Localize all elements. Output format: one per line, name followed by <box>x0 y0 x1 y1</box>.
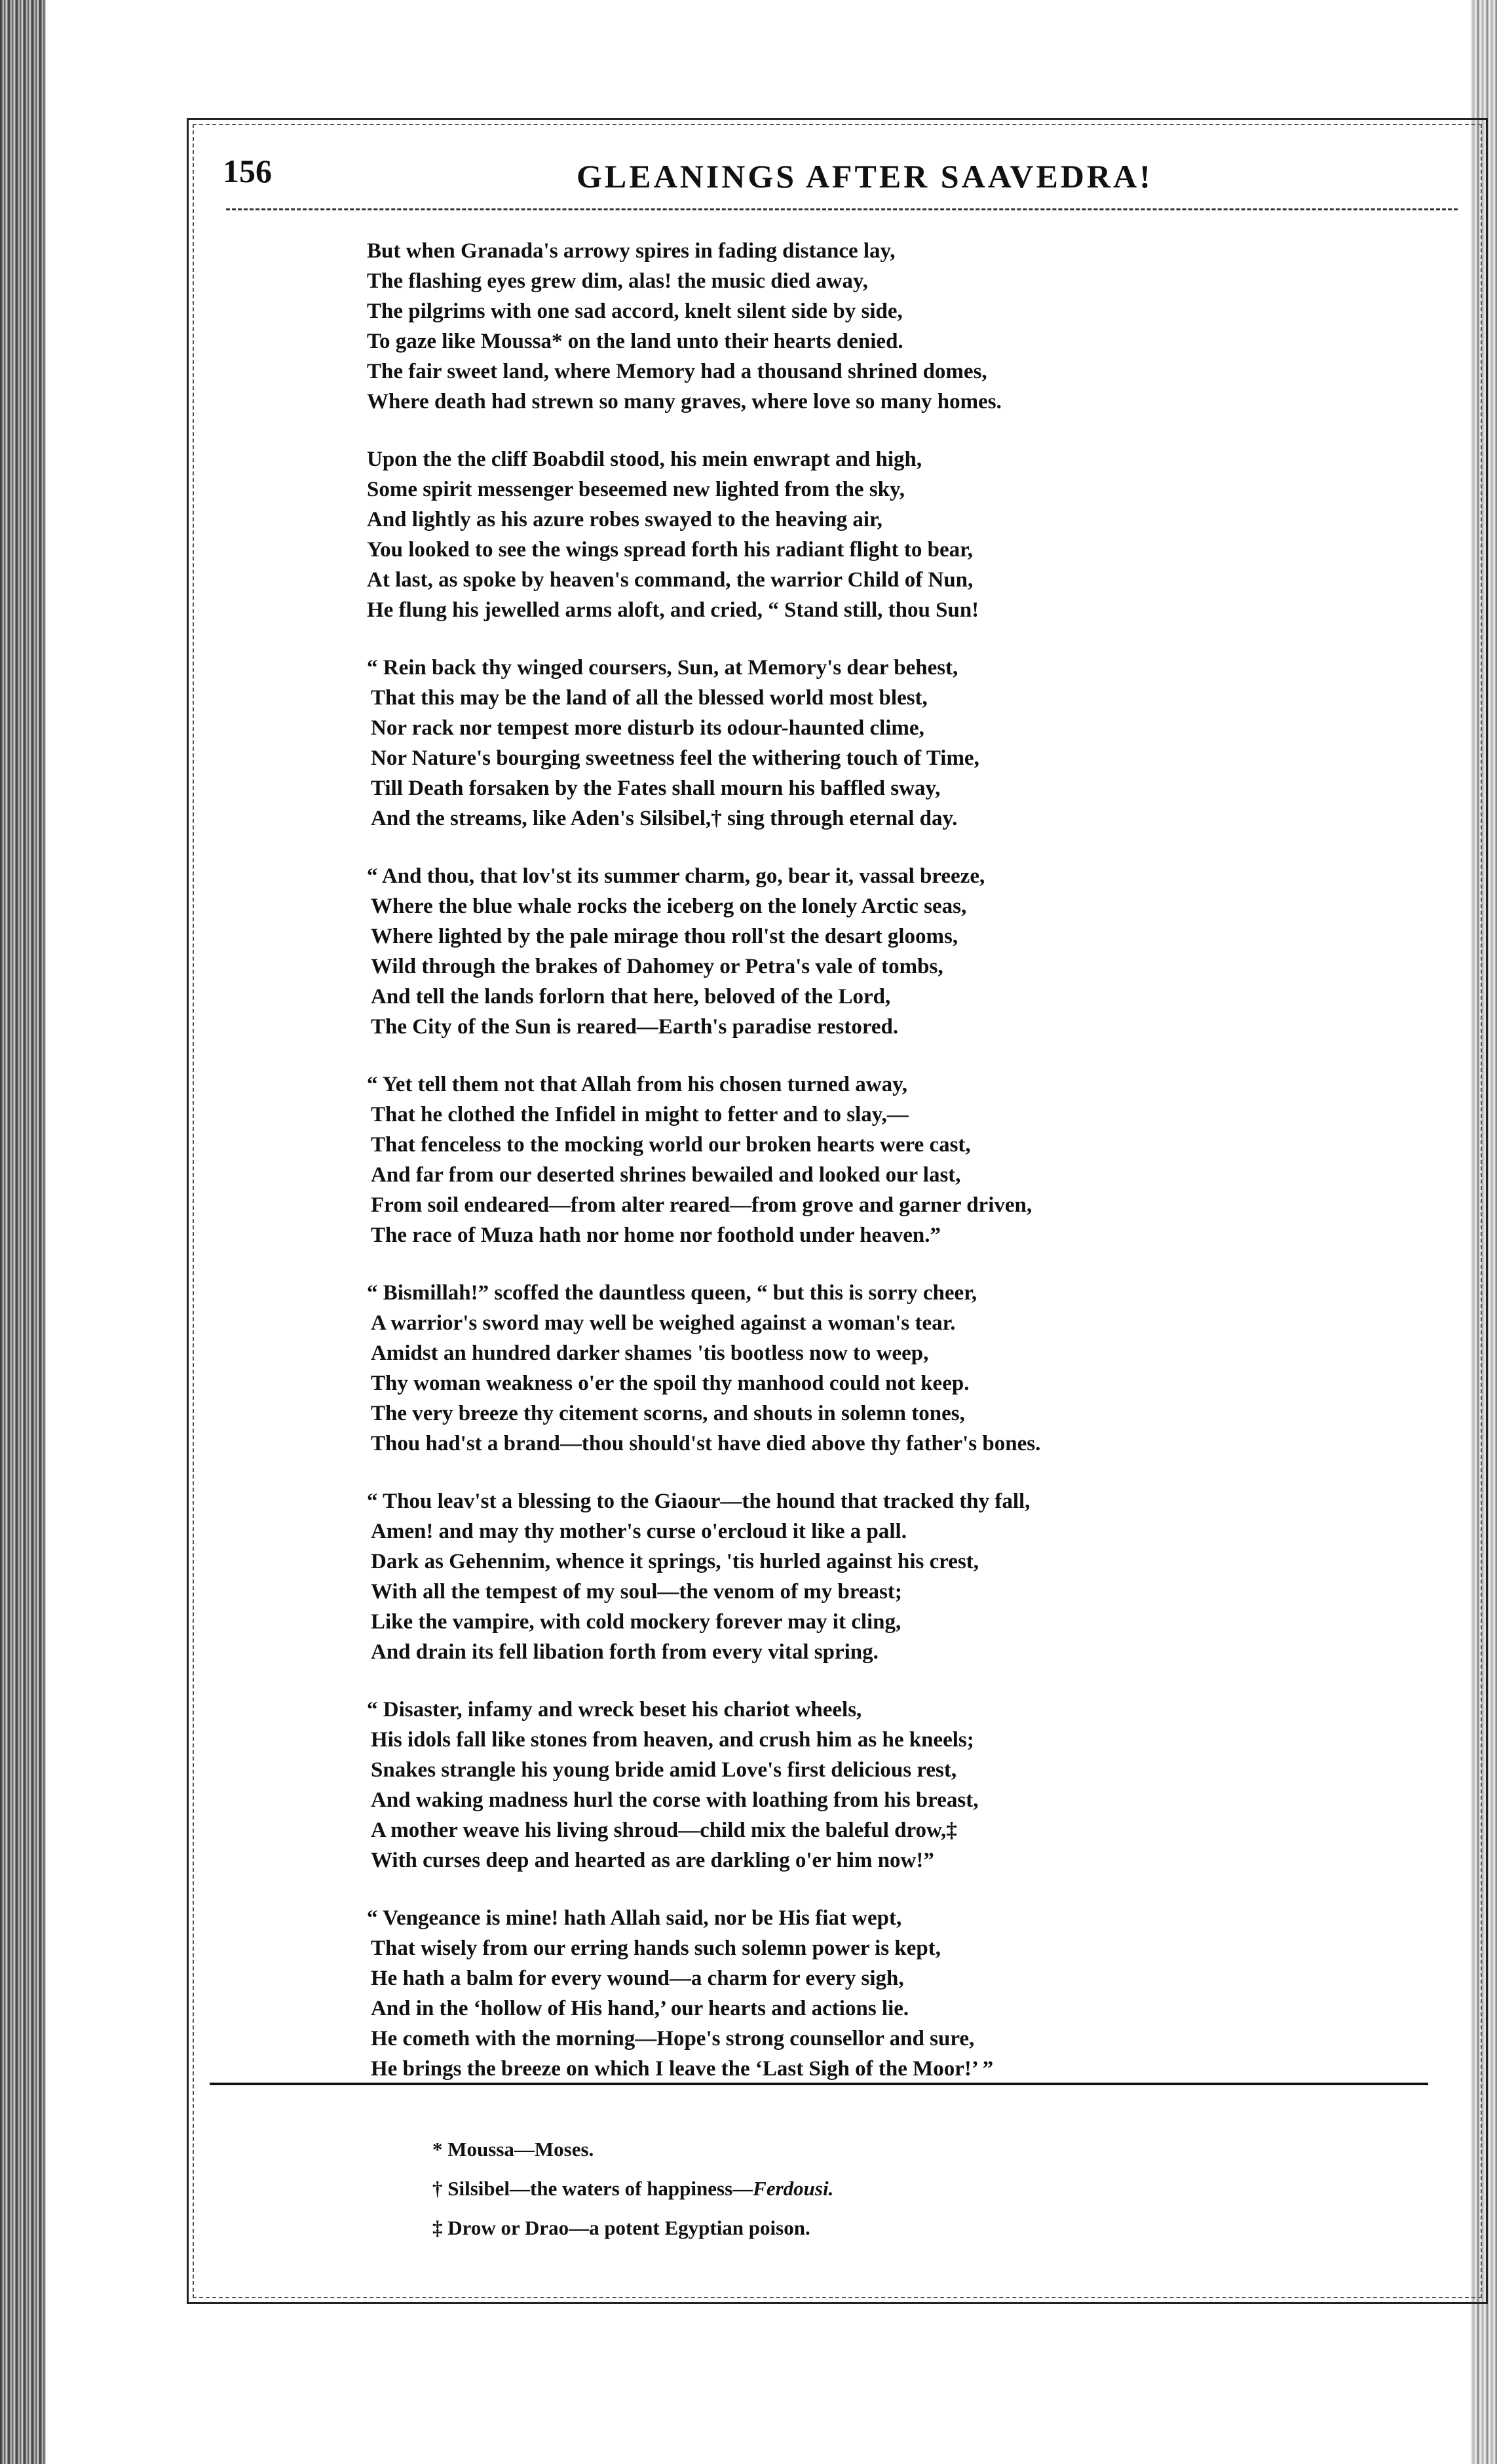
verse-line: Where death had strewn so many graves, where love so many homes. <box>367 390 1002 414</box>
footnote-mark: ‡ <box>432 2216 443 2239</box>
verse-line: Amidst an hundred darker shames 'tis bootless now to weep, <box>371 1341 929 1365</box>
verse-line: And in the ‘hollow of His hand,’ our hearts and actions lie. <box>371 1997 909 2020</box>
verse-line: Thou had'st a brand—thou should'st have died above thy father's bones. <box>371 1432 1041 1455</box>
verse-line: To gaze like Moussa* on the land unto their hearts denied. <box>367 330 903 353</box>
footnote-source: Ferdousi. <box>753 2177 834 2200</box>
verse-line: The City of the Sun is reared—Earth's paradise restored. <box>371 1015 899 1039</box>
footnote <box>432 2130 833 2169</box>
verse-line: And far from our deserted shrines bewailed and looked our last, <box>371 1163 961 1187</box>
verse-line: A warrior's sword may well be weighed against a woman's tear. <box>371 1311 956 1335</box>
footnote-text: Moussa—Moses. <box>447 2138 594 2161</box>
footnote-mark: * <box>432 2138 443 2161</box>
stanza <box>367 236 1415 417</box>
verse-line: Dark as Gehennim, whence it springs, 'tis hurled against his crest, <box>371 1550 979 1573</box>
footnote <box>432 2208 833 2248</box>
footnote-rule <box>210 2083 1428 2085</box>
verse-line: “ Bismillah!” scoffed the dauntless queen, “ but this is sorry cheer, <box>367 1281 977 1305</box>
verse-line: “ Thou leav'st a blessing to the Giaour—the hound that tracked thy fall, <box>367 1490 1031 1513</box>
binding-edge <box>0 0 46 2464</box>
verse-line: The flashing eyes grew dim, alas! the music died away, <box>367 269 868 293</box>
verse-line: From soil endeared—from alter reared—from grove and garner driven, <box>371 1193 1033 1217</box>
stanza <box>367 1695 1415 1876</box>
verse-line: That this may be the land of all the blessed world most blest, <box>371 686 928 710</box>
stanza <box>367 1903 1415 2084</box>
verse-line: He flung his jewelled arms aloft, and cried, “ Stand still, thou Sun! <box>367 598 979 622</box>
verse-line: With all the tempest of my soul—the venom of my breast; <box>371 1580 902 1604</box>
footnote-mark: † <box>432 2177 443 2200</box>
verse-line: Nor rack nor tempest more disturb its odour-haunted clime, <box>371 716 924 740</box>
verse-line: Wild through the brakes of Dahomey or Petra's vale of tombs, <box>371 955 943 978</box>
verse-line: And drain its fell libation forth from every vital spring. <box>371 1640 879 1664</box>
stanza <box>367 653 1415 834</box>
verse-line: With curses deep and hearted as are darkling o'er him now!” <box>371 1849 934 1872</box>
stanza <box>367 1069 1415 1250</box>
verse-line: He hath a balm for every wound—a charm for every sigh, <box>371 1967 904 1990</box>
verse-line: A mother weave his living shroud—child mix the baleful drow,‡ <box>371 1819 957 1842</box>
verse-line: His idols fall like stones from heaven, and crush him as he kneels; <box>371 1728 974 1752</box>
verse-line: Upon the the cliff Boabdil stood, his mein enwrapt and high, <box>367 448 922 471</box>
verse-line: That he clothed the Infidel in might to fetter and to slay,— <box>371 1103 909 1126</box>
verse-line: Where the blue whale rocks the iceberg on the lonely Arctic seas, <box>371 895 967 918</box>
verse-line: Like the vampire, with cold mockery forever may it cling, <box>371 1610 901 1634</box>
verse-line: Thy woman weakness o'er the spoil thy manhood could not keep. <box>371 1372 970 1395</box>
verse-line: Some spirit messenger beseemed new lighted from the sky, <box>367 478 905 501</box>
verse-line: Snakes strangle his young bride amid Love's first delicious rest, <box>371 1758 957 1782</box>
header-rule <box>226 208 1458 210</box>
poem-body <box>367 236 1415 2111</box>
verse-line: And the streams, like Aden's Silsibel,† sing through eternal day. <box>371 807 958 830</box>
verse-line: You looked to see the wings spread forth his radiant flight to bear, <box>367 538 973 562</box>
verse-line: And lightly as his azure robes swayed to the heaving air, <box>367 508 882 531</box>
verse-line: At last, as spoke by heaven's command, the warrior Child of Nun, <box>367 568 974 592</box>
footnotes <box>432 2130 833 2248</box>
verse-line: Where lighted by the pale mirage thou roll'st the desart glooms, <box>371 925 958 948</box>
verse-line: “ Disaster, infamy and wreck beset his chariot wheels, <box>367 1698 862 1722</box>
verse-line: Amen! and may thy mother's curse o'ercloud it like a pall. <box>371 1520 907 1543</box>
verse-line: He cometh with the morning—Hope's strong counsellor and sure, <box>371 2027 975 2050</box>
verse-line: Nor Nature's bourging sweetness feel the withering touch of Time, <box>371 746 979 770</box>
verse-line: “ Vengeance is mine! hath Allah said, nor be His fiat wept, <box>367 1906 902 1930</box>
verse-line: “ Rein back thy winged coursers, Sun, at Memory's dear behest, <box>367 656 958 680</box>
verse-line: The pilgrims with one sad accord, knelt silent side by side, <box>367 299 903 323</box>
footnote <box>432 2169 833 2208</box>
verse-line: But when Granada's arrowy spires in fading distance lay, <box>367 239 896 263</box>
verse-line: The race of Muza hath nor home nor foothold under heaven.” <box>371 1223 941 1247</box>
verse-line: He brings the breeze on which I leave the ‘Last Sigh of the Moor!’ ” <box>371 2057 994 2081</box>
verse-line: That wisely from our erring hands such solemn power is kept, <box>371 1936 941 1960</box>
running-head: GLEANINGS AFTER SAAVEDRA! <box>577 158 1153 195</box>
verse-line: The very breeze thy citement scorns, and shouts in solemn tones, <box>371 1402 965 1425</box>
stanza <box>367 1278 1415 1459</box>
page-number: 156 <box>223 153 272 189</box>
verse-line: And tell the lands forlorn that here, beloved of the Lord, <box>371 985 891 1009</box>
verse-line: “ And thou, that lov'st its summer charm, go, bear it, vassal breeze, <box>367 864 985 888</box>
stanza <box>367 1486 1415 1667</box>
verse-line: And waking madness hurl the corse with loathing from his breast, <box>371 1788 979 1812</box>
verse-line: “ Yet tell them not that Allah from his chosen turned away, <box>367 1073 907 1096</box>
verse-line: The fair sweet land, where Memory had a thousand shrined domes, <box>367 360 987 383</box>
stanza <box>367 861 1415 1042</box>
verse-line: That fenceless to the mocking world our broken hearts were cast, <box>371 1133 971 1157</box>
verse-line: Till Death forsaken by the Fates shall mourn his baffled sway, <box>371 777 941 800</box>
stanza <box>367 444 1415 625</box>
footnote-text: Silsibel—the waters of happiness— <box>447 2177 753 2200</box>
footnote-text: Drow or Drao—a potent Egyptian poison. <box>447 2216 810 2239</box>
